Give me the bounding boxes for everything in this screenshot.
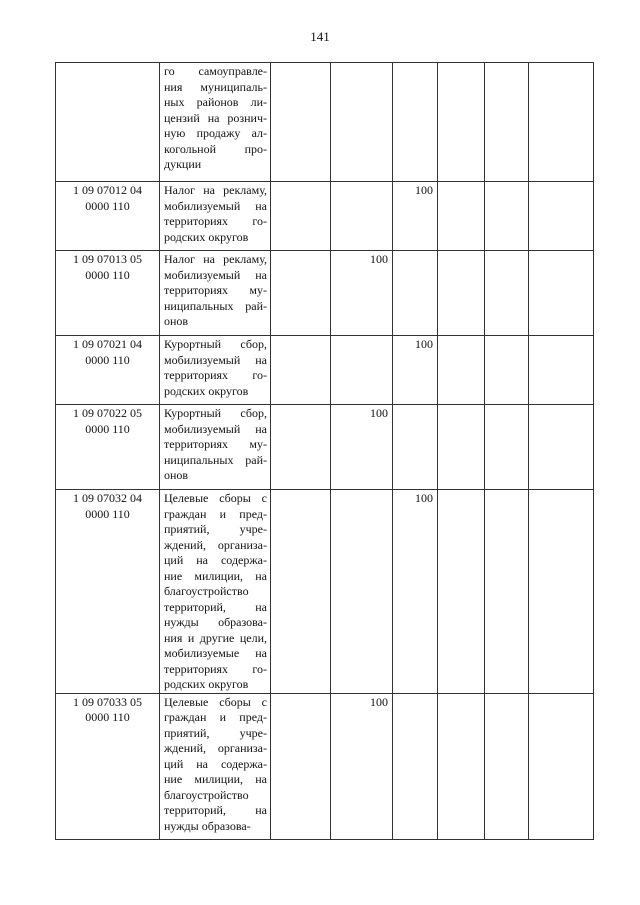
revenue-name-line: ждений, организа-: [164, 741, 267, 755]
budget-code-line: 0000 110: [85, 352, 130, 367]
revenue-name-cell: [160, 336, 271, 405]
budget-code-line: 1 09 07032 04: [73, 491, 142, 505]
value-cell-c5: [393, 693, 438, 839]
revenue-name-line: ную продажу ал-: [164, 126, 267, 140]
value-cell-c8: [529, 490, 594, 694]
table-row: [56, 182, 594, 251]
value-cell-c8: [529, 405, 594, 490]
budget-code-cell: [56, 693, 160, 839]
revenue-name-cell: [160, 405, 271, 490]
value-cell-c4: [331, 336, 393, 405]
revenue-name-line: ниципальных рай-: [164, 298, 267, 313]
revenue-name-line: нужды образова-: [164, 615, 267, 629]
value-cell-c3: [271, 251, 331, 336]
budget-code-line: 0000 110: [85, 506, 130, 521]
value-cell-c5: 100: [393, 490, 438, 694]
value-cell-c3: [271, 336, 331, 405]
revenue-name-cell: [160, 182, 271, 251]
table-row: [56, 251, 594, 336]
value-cell-c7: [485, 405, 529, 490]
revenue-name-line: благоустройство: [164, 584, 249, 598]
revenue-name-line: Налог на рекламу,: [164, 252, 267, 266]
value-cell-c4: [331, 182, 393, 251]
value-cell-c8: [529, 336, 594, 405]
revenue-name-line: ций на содержа-: [164, 553, 267, 567]
budget-code-line: 0000 110: [85, 710, 130, 724]
value-cell-c8: [529, 63, 594, 182]
value-cell-c8: [529, 182, 594, 251]
revenue-name-line: онов: [164, 314, 189, 328]
revenue-name-cell: [160, 63, 271, 182]
budget-code-line: 1 09 07013 05: [73, 252, 142, 266]
budget-code-line: 0000 110: [85, 421, 130, 436]
value-cell-c5: [393, 251, 438, 336]
revenue-name-line: приятий, учре-: [164, 522, 267, 536]
value-cell-c5: 100: [393, 182, 438, 251]
value-cell-c8: [529, 693, 594, 839]
budget-code-cell: [56, 182, 160, 251]
revenue-name-line: го самоуправле-: [164, 64, 267, 78]
revenue-name-line: ние милиции, на: [164, 772, 267, 786]
revenue-name-line: ждений, организа-: [164, 537, 267, 552]
value-cell-c5: 100: [393, 336, 438, 405]
revenue-name-line: ние милиции, на: [164, 568, 267, 583]
budget-code-cell: [56, 405, 160, 490]
revenue-name-line: родских округов: [164, 229, 249, 244]
revenue-name-cell: [160, 693, 271, 839]
value-cell-c6: [438, 63, 485, 182]
value-cell-c5: [393, 405, 438, 490]
revenue-name-line: территорий, на: [164, 599, 267, 614]
value-cell-c6: [438, 336, 485, 405]
revenue-name-line: ниципальных рай-: [164, 452, 267, 467]
revenue-name-line: территориях го-: [164, 214, 267, 228]
table-body: [56, 63, 594, 840]
revenue-name-line: родских округов: [164, 677, 249, 691]
budget-table: [55, 62, 594, 840]
value-cell-c6: [438, 405, 485, 490]
revenue-name-line: дукции: [164, 157, 202, 171]
revenue-name-line: ных районов ли-: [164, 95, 267, 109]
revenue-name-cell: [160, 251, 271, 336]
revenue-name-line: мобилизуемый на: [164, 352, 267, 367]
revenue-name-line: граждан и пред-: [164, 710, 267, 724]
revenue-name-line: территорий, на: [164, 803, 267, 817]
value-cell-c8: [529, 251, 594, 336]
budget-code-cell: [56, 336, 160, 405]
revenue-name-line: территориях му-: [164, 283, 267, 297]
revenue-name-line: ния муниципаль-: [164, 79, 267, 94]
revenue-name-cell: [160, 490, 271, 694]
revenue-name-line: ций на содержа-: [164, 756, 267, 771]
revenue-name-line: нужды образова-: [164, 818, 251, 833]
revenue-name-line: территориях го-: [164, 368, 267, 382]
revenue-name-line: мобилизуемый на: [164, 198, 267, 213]
value-cell-c3: [271, 490, 331, 694]
revenue-name-line: когольной про-: [164, 141, 267, 156]
revenue-name-line: онов: [164, 468, 189, 482]
value-cell-c7: [485, 693, 529, 839]
value-cell-c6: [438, 251, 485, 336]
budget-code-line: 0000 110: [85, 198, 130, 213]
value-cell-c6: [438, 490, 485, 694]
budget-code-line: 1 09 07012 04: [73, 183, 142, 197]
value-cell-c4: 100: [331, 405, 393, 490]
value-cell-c3: [271, 693, 331, 839]
revenue-name-line: Курортный сбор,: [164, 406, 267, 420]
budget-code-cell: [56, 251, 160, 336]
value-cell-c6: [438, 182, 485, 251]
table-row: [56, 63, 594, 182]
revenue-name-line: территориях го-: [164, 661, 267, 676]
value-cell-c6: [438, 693, 485, 839]
revenue-name-line: мобилизуемый на: [164, 267, 267, 282]
budget-code-line: 0000 110: [85, 267, 130, 282]
revenue-name-line: приятий, учре-: [164, 725, 267, 740]
revenue-name-line: родских округов: [164, 383, 249, 398]
value-cell-c3: [271, 63, 331, 182]
table-row: [56, 490, 594, 694]
revenue-name-line: территориях му-: [164, 437, 267, 451]
revenue-name-line: благоустройство: [164, 787, 249, 802]
table-row: [56, 405, 594, 490]
value-cell-c7: [485, 336, 529, 405]
value-cell-c5: [393, 63, 438, 182]
value-cell-c3: [271, 182, 331, 251]
value-cell-c3: [271, 405, 331, 490]
value-cell-c7: [485, 63, 529, 182]
revenue-name-line: мобилизуемый на: [164, 421, 267, 436]
value-cell-c4: [331, 63, 393, 182]
revenue-name-line: Налог на рекламу,: [164, 183, 267, 197]
value-cell-c4: 100: [331, 251, 393, 336]
table-row: [56, 336, 594, 405]
value-cell-c7: [485, 490, 529, 694]
revenue-name-line: Целевые сборы с: [164, 491, 267, 505]
value-cell-c7: [485, 182, 529, 251]
budget-code-cell: [56, 490, 160, 694]
table-row: [56, 693, 594, 839]
value-cell-c4: 100: [331, 693, 393, 839]
value-cell-c4: [331, 490, 393, 694]
value-cell-c7: [485, 251, 529, 336]
page-number: 141: [310, 29, 330, 44]
revenue-name-line: мобилизуемые на: [164, 646, 267, 660]
budget-code-line: 1 09 07033 05: [73, 694, 142, 709]
revenue-name-line: ния и другие цели,: [164, 630, 267, 645]
budget-code-cell: [56, 63, 160, 182]
revenue-name-line: цензий на рознич-: [164, 110, 267, 125]
budget-code-line: 1 09 07022 05: [73, 406, 142, 420]
revenue-name-line: граждан и пред-: [164, 506, 267, 521]
revenue-name-line: Курортный сбор,: [164, 337, 267, 351]
revenue-name-line: Целевые сборы с: [164, 694, 267, 709]
budget-code-line: 1 09 07021 04: [73, 337, 142, 351]
